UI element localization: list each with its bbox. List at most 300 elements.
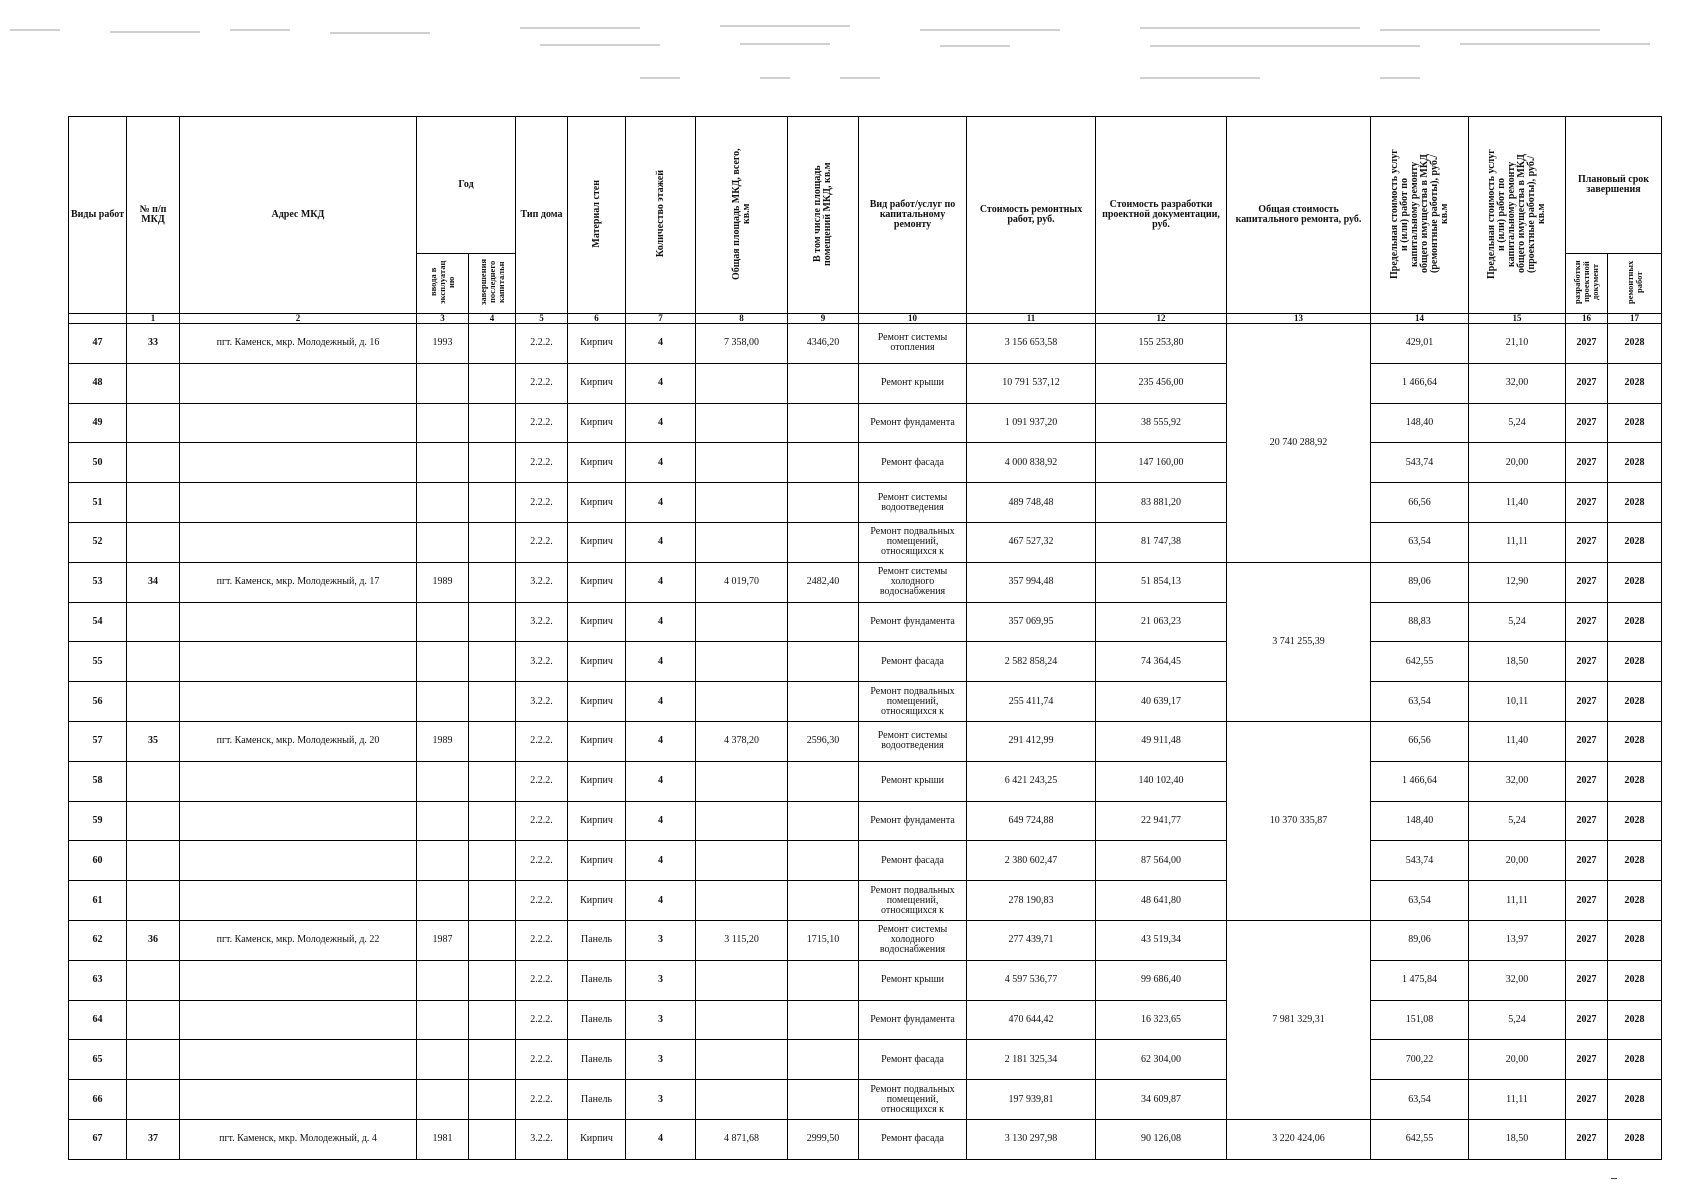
plan-works-year-cell: 2028 [1608, 801, 1662, 841]
wall-material-cell: Кирпич [568, 483, 626, 523]
table-row [69, 443, 1662, 483]
cost-design-cell: 38 555,92 [1096, 403, 1227, 443]
address-cell [180, 443, 417, 483]
mkd-number-cell [127, 960, 180, 1000]
area-premises-cell: 2482,40 [788, 562, 859, 602]
address-cell [180, 363, 417, 403]
wall-material-cell: Кирпич [568, 761, 626, 801]
limit-design-cell: 18,50 [1469, 1119, 1566, 1159]
year-commission-cell [417, 841, 469, 881]
column-number: 11 [967, 314, 1096, 324]
vid-rabot-cell: 59 [69, 801, 127, 841]
area-premises-cell: 4346,20 [788, 324, 859, 364]
area-total-cell [696, 403, 788, 443]
year-commission-cell [417, 363, 469, 403]
area-total-cell [696, 1080, 788, 1120]
cost-works-cell: 1 091 937,20 [967, 403, 1096, 443]
area-premises-cell [788, 443, 859, 483]
col-header-limit-design: Предельная стоимость услуг и (или) работ по капитальному ремонту общего имущества в МКД (проектные работы), руб./кв.м [1469, 117, 1566, 314]
plan-design-year-cell: 2027 [1566, 483, 1608, 523]
vid-rabot-cell: 66 [69, 1080, 127, 1120]
address-cell [180, 761, 417, 801]
table-row [69, 1119, 1662, 1159]
limit-design-cell: 32,00 [1469, 363, 1566, 403]
year-commission-cell [417, 443, 469, 483]
plan-design-year-cell: 2027 [1566, 920, 1608, 960]
table-row [69, 1080, 1662, 1120]
work-type-cell: Ремонт подвальных помещений, относящихся к [859, 522, 967, 562]
cost-works-cell: 197 939,81 [967, 1080, 1096, 1120]
plan-design-year-cell: 2027 [1566, 324, 1608, 364]
floors-cell: 4 [626, 363, 696, 403]
wall-material-cell: Панель [568, 920, 626, 960]
wall-material-cell: Кирпич [568, 1119, 626, 1159]
total-cost-cell: 7 981 329,31 [1227, 920, 1371, 1119]
area-total-cell [696, 1040, 788, 1080]
limit-design-cell: 20,00 [1469, 1040, 1566, 1080]
limit-works-cell: 642,55 [1371, 642, 1469, 682]
area-total-cell [696, 761, 788, 801]
mkd-number-cell [127, 682, 180, 722]
cost-design-cell: 40 639,17 [1096, 682, 1227, 722]
limit-works-cell: 66,56 [1371, 721, 1469, 761]
column-number: 7 [626, 314, 696, 324]
table-row [69, 483, 1662, 523]
vid-rabot-cell: 63 [69, 960, 127, 1000]
cost-works-cell: 649 724,88 [967, 801, 1096, 841]
area-premises-cell [788, 522, 859, 562]
address-cell [180, 522, 417, 562]
cost-design-cell: 74 364,45 [1096, 642, 1227, 682]
floors-cell: 4 [626, 721, 696, 761]
vid-rabot-cell: 57 [69, 721, 127, 761]
col-header-address: Адрес МКД [180, 117, 417, 314]
plan-works-year-cell: 2028 [1608, 920, 1662, 960]
work-type-cell: Ремонт фундамента [859, 602, 967, 642]
mkd-number-cell [127, 602, 180, 642]
year-commission-cell [417, 403, 469, 443]
mkd-number-cell [127, 522, 180, 562]
address-cell [180, 1080, 417, 1120]
area-total-cell [696, 642, 788, 682]
year-last-repair-cell [469, 443, 516, 483]
work-type-cell: Ремонт фасада [859, 841, 967, 881]
area-total-cell [696, 483, 788, 523]
limit-works-cell: 89,06 [1371, 920, 1469, 960]
year-commission-cell: 1981 [417, 1119, 469, 1159]
table-row [69, 602, 1662, 642]
vid-rabot-cell: 48 [69, 363, 127, 403]
limit-works-cell: 700,22 [1371, 1040, 1469, 1080]
plan-works-year-cell: 2028 [1608, 682, 1662, 722]
area-total-cell: 3 115,20 [696, 920, 788, 960]
year-last-repair-cell [469, 1000, 516, 1040]
mkd-number-cell [127, 881, 180, 921]
column-number: 3 [417, 314, 469, 324]
mkd-number-cell [127, 642, 180, 682]
area-total-cell [696, 522, 788, 562]
table-row [69, 761, 1662, 801]
work-type-cell: Ремонт фасада [859, 1119, 967, 1159]
house-type-cell: 3.2.2. [516, 1119, 568, 1159]
year-commission-cell: 1993 [417, 324, 469, 364]
plan-design-year-cell: 2027 [1566, 960, 1608, 1000]
wall-material-cell: Панель [568, 1080, 626, 1120]
column-number-row [69, 314, 1662, 324]
cost-works-cell: 489 748,48 [967, 483, 1096, 523]
floors-cell: 4 [626, 761, 696, 801]
cost-design-cell: 83 881,20 [1096, 483, 1227, 523]
vid-rabot-cell: 47 [69, 324, 127, 364]
vid-rabot-cell: 64 [69, 1000, 127, 1040]
work-type-cell: Ремонт системы отопления [859, 324, 967, 364]
area-premises-cell [788, 1080, 859, 1120]
table-row [69, 1000, 1662, 1040]
work-type-cell: Ремонт крыши [859, 363, 967, 403]
floors-cell: 4 [626, 483, 696, 523]
limit-works-cell: 148,40 [1371, 403, 1469, 443]
area-total-cell [696, 841, 788, 881]
area-premises-cell [788, 403, 859, 443]
plan-works-year-cell: 2028 [1608, 562, 1662, 602]
col-header-house-type: Тип дома [516, 117, 568, 314]
table-row [69, 682, 1662, 722]
wall-material-cell: Кирпич [568, 602, 626, 642]
house-type-cell: 2.2.2. [516, 761, 568, 801]
year-commission-cell [417, 682, 469, 722]
capital-repair-register-table [68, 116, 1662, 1160]
area-premises-cell: 2596,30 [788, 721, 859, 761]
cost-design-cell: 235 456,00 [1096, 363, 1227, 403]
mkd-number-cell: 37 [127, 1119, 180, 1159]
address-cell [180, 483, 417, 523]
limit-works-cell: 642,55 [1371, 1119, 1469, 1159]
mkd-number-cell [127, 483, 180, 523]
year-commission-cell [417, 642, 469, 682]
work-type-cell: Ремонт фундамента [859, 403, 967, 443]
area-total-cell: 7 358,00 [696, 324, 788, 364]
area-total-cell [696, 682, 788, 722]
area-premises-cell [788, 801, 859, 841]
limit-works-cell: 63,54 [1371, 522, 1469, 562]
house-type-cell: 2.2.2. [516, 1000, 568, 1040]
limit-design-cell: 10,11 [1469, 682, 1566, 722]
year-commission-cell [417, 761, 469, 801]
house-type-cell: 2.2.2. [516, 443, 568, 483]
wall-material-cell: Кирпич [568, 721, 626, 761]
vid-rabot-cell: 50 [69, 443, 127, 483]
house-type-cell: 2.2.2. [516, 801, 568, 841]
wall-material-cell: Кирпич [568, 522, 626, 562]
limit-works-cell: 151,08 [1371, 1000, 1469, 1040]
limit-works-cell: 543,74 [1371, 443, 1469, 483]
house-type-cell: 2.2.2. [516, 960, 568, 1000]
column-number: 15 [1469, 314, 1566, 324]
year-last-repair-cell [469, 721, 516, 761]
column-number: 4 [469, 314, 516, 324]
plan-works-year-cell: 2028 [1608, 841, 1662, 881]
floors-cell: 3 [626, 1080, 696, 1120]
year-last-repair-cell [469, 642, 516, 682]
floors-cell: 4 [626, 403, 696, 443]
wall-material-cell: Кирпич [568, 562, 626, 602]
area-total-cell [696, 881, 788, 921]
limit-works-cell: 63,54 [1371, 1080, 1469, 1120]
plan-works-year-cell: 2028 [1608, 403, 1662, 443]
limit-works-cell: 63,54 [1371, 682, 1469, 722]
address-cell: пгт. Каменск, мкр. Молодежный, д. 20 [180, 721, 417, 761]
cost-works-cell: 2 582 858,24 [967, 642, 1096, 682]
floors-cell: 3 [626, 920, 696, 960]
vid-rabot-cell: 51 [69, 483, 127, 523]
limit-works-cell: 148,40 [1371, 801, 1469, 841]
work-type-cell: Ремонт системы холодного водоснабжения [859, 920, 967, 960]
limit-works-cell: 1 475,84 [1371, 960, 1469, 1000]
limit-design-cell: 5,24 [1469, 602, 1566, 642]
area-total-cell [696, 602, 788, 642]
address-cell [180, 841, 417, 881]
year-commission-cell [417, 960, 469, 1000]
work-type-cell: Ремонт крыши [859, 960, 967, 1000]
plan-works-year-cell: 2028 [1608, 881, 1662, 921]
column-number: 17 [1608, 314, 1662, 324]
mkd-number-cell [127, 363, 180, 403]
column-number: 8 [696, 314, 788, 324]
plan-works-year-cell: 2028 [1608, 1119, 1662, 1159]
plan-works-year-cell: 2028 [1608, 602, 1662, 642]
column-number: 6 [568, 314, 626, 324]
table-row [69, 363, 1662, 403]
limit-works-cell: 66,56 [1371, 483, 1469, 523]
limit-works-cell: 1 466,64 [1371, 363, 1469, 403]
address-cell [180, 642, 417, 682]
area-total-cell [696, 1000, 788, 1040]
cost-design-cell: 62 304,00 [1096, 1040, 1227, 1080]
work-type-cell: Ремонт подвальных помещений, относящихся к [859, 881, 967, 921]
area-total-cell [696, 960, 788, 1000]
column-number: 5 [516, 314, 568, 324]
year-commission-cell: 1989 [417, 562, 469, 602]
year-commission-cell [417, 801, 469, 841]
floors-cell: 4 [626, 324, 696, 364]
col-header-limit-works: Предельная стоимость услуг и (или) работ по капитальному ремонту общего имущества в МКД (ремонтные работы), руб./кв.м [1371, 117, 1469, 314]
cost-design-cell: 81 747,38 [1096, 522, 1227, 562]
area-premises-cell [788, 960, 859, 1000]
wall-material-cell: Кирпич [568, 881, 626, 921]
limit-design-cell: 11,11 [1469, 881, 1566, 921]
limit-design-cell: 5,24 [1469, 801, 1566, 841]
limit-design-cell: 18,50 [1469, 642, 1566, 682]
vid-rabot-cell: 67 [69, 1119, 127, 1159]
house-type-cell: 2.2.2. [516, 920, 568, 960]
work-type-cell: Ремонт фасада [859, 443, 967, 483]
wall-material-cell: Кирпич [568, 324, 626, 364]
vid-rabot-cell: 49 [69, 403, 127, 443]
vid-rabot-cell: 60 [69, 841, 127, 881]
area-premises-cell [788, 881, 859, 921]
area-premises-cell [788, 363, 859, 403]
floors-cell: 4 [626, 801, 696, 841]
work-type-cell: Ремонт подвальных помещений, относящихся к [859, 1080, 967, 1120]
limit-design-cell: 11,11 [1469, 522, 1566, 562]
area-total-cell: 4 019,70 [696, 562, 788, 602]
cost-works-cell: 357 994,48 [967, 562, 1096, 602]
limit-works-cell: 1 466,64 [1371, 761, 1469, 801]
cost-works-cell: 291 412,99 [967, 721, 1096, 761]
cost-works-cell: 2 380 602,47 [967, 841, 1096, 881]
wall-material-cell: Кирпич [568, 682, 626, 722]
address-cell [180, 1000, 417, 1040]
mkd-number-cell [127, 801, 180, 841]
mkd-number-cell [127, 403, 180, 443]
cost-design-cell: 43 519,34 [1096, 920, 1227, 960]
table-row [69, 841, 1662, 881]
year-last-repair-cell [469, 761, 516, 801]
cost-design-cell: 147 160,00 [1096, 443, 1227, 483]
column-number: 2 [180, 314, 417, 324]
plan-works-year-cell: 2028 [1608, 642, 1662, 682]
limit-design-cell: 13,97 [1469, 920, 1566, 960]
cost-works-cell: 277 439,71 [967, 920, 1096, 960]
limit-design-cell: 20,00 [1469, 841, 1566, 881]
cost-works-cell: 2 181 325,34 [967, 1040, 1096, 1080]
mkd-number-cell: 36 [127, 920, 180, 960]
col-header-area-premises: В том числе площадь помещений МКД, кв.м [788, 117, 859, 314]
total-cost-cell: 3 220 424,06 [1227, 1119, 1371, 1159]
plan-design-year-cell: 2027 [1566, 682, 1608, 722]
address-cell [180, 960, 417, 1000]
limit-design-cell: 12,90 [1469, 562, 1566, 602]
plan-works-year-cell: 2028 [1608, 721, 1662, 761]
plan-design-year-cell: 2027 [1566, 1000, 1608, 1040]
floors-cell: 4 [626, 1119, 696, 1159]
plan-works-year-cell: 2028 [1608, 443, 1662, 483]
wall-material-cell: Кирпич [568, 642, 626, 682]
floors-cell: 4 [626, 881, 696, 921]
table-row [69, 324, 1662, 364]
house-type-cell: 2.2.2. [516, 483, 568, 523]
limit-design-cell: 11,40 [1469, 721, 1566, 761]
wall-material-cell: Кирпич [568, 403, 626, 443]
year-last-repair-cell [469, 522, 516, 562]
col-header-plan-works: ремонтных работ [1608, 254, 1662, 314]
floors-cell: 4 [626, 642, 696, 682]
limit-design-cell: 32,00 [1469, 761, 1566, 801]
plan-works-year-cell: 2028 [1608, 761, 1662, 801]
vid-rabot-cell: 53 [69, 562, 127, 602]
plan-design-year-cell: 2027 [1566, 1040, 1608, 1080]
limit-works-cell: 89,06 [1371, 562, 1469, 602]
cost-works-cell: 4 597 536,77 [967, 960, 1096, 1000]
wall-material-cell: Панель [568, 960, 626, 1000]
plan-design-year-cell: 2027 [1566, 1080, 1608, 1120]
table-row [69, 522, 1662, 562]
column-number: 13 [1227, 314, 1371, 324]
col-header-vid-rabot: Виды работ [69, 117, 127, 314]
area-premises-cell [788, 642, 859, 682]
col-header-year-commission: ввода в эксплуатац ию [417, 254, 469, 314]
scan-header-noise [0, 0, 1698, 100]
house-type-cell: 2.2.2. [516, 403, 568, 443]
area-total-cell: 4 871,68 [696, 1119, 788, 1159]
area-premises-cell [788, 1000, 859, 1040]
plan-design-year-cell: 2027 [1566, 721, 1608, 761]
area-premises-cell [788, 761, 859, 801]
cost-works-cell: 357 069,95 [967, 602, 1096, 642]
work-type-cell: Ремонт подвальных помещений, относящихся к [859, 682, 967, 722]
year-last-repair-cell [469, 682, 516, 722]
cost-works-cell: 467 527,32 [967, 522, 1096, 562]
year-commission-cell [417, 1040, 469, 1080]
table-row [69, 403, 1662, 443]
address-cell: пгт. Каменск, мкр. Молодежный, д. 16 [180, 324, 417, 364]
total-cost-cell: 3 741 255,39 [1227, 562, 1371, 721]
area-total-cell [696, 801, 788, 841]
col-header-cost-works: Стоимость ремонтных работ, руб. [967, 117, 1096, 314]
mkd-number-cell: 33 [127, 324, 180, 364]
limit-design-cell: 20,00 [1469, 443, 1566, 483]
vid-rabot-cell: 58 [69, 761, 127, 801]
floors-cell: 4 [626, 562, 696, 602]
total-cost-cell: 20 740 288,92 [1227, 324, 1371, 563]
floors-cell: 3 [626, 1000, 696, 1040]
house-type-cell: 2.2.2. [516, 363, 568, 403]
cost-design-cell: 140 102,40 [1096, 761, 1227, 801]
year-commission-cell [417, 483, 469, 523]
house-type-cell: 2.2.2. [516, 1080, 568, 1120]
col-header-plan-term: Плановый срок завершения [1566, 117, 1662, 254]
col-header-area-total: Общая площадь МКД, всего, кв.м [696, 117, 788, 314]
cost-works-cell: 3 156 653,58 [967, 324, 1096, 364]
mkd-number-cell [127, 1040, 180, 1080]
limit-design-cell: 11,11 [1469, 1080, 1566, 1120]
cost-works-cell: 470 644,42 [967, 1000, 1096, 1040]
floors-cell: 4 [626, 443, 696, 483]
cost-works-cell: 4 000 838,92 [967, 443, 1096, 483]
address-cell: пгт. Каменск, мкр. Молодежный, д. 22 [180, 920, 417, 960]
address-cell [180, 801, 417, 841]
plan-design-year-cell: 2027 [1566, 801, 1608, 841]
column-number [69, 314, 127, 324]
plan-works-year-cell: 2028 [1608, 522, 1662, 562]
floors-cell: 4 [626, 602, 696, 642]
year-last-repair-cell [469, 841, 516, 881]
address-cell [180, 1040, 417, 1080]
work-type-cell: Ремонт фундамента [859, 1000, 967, 1040]
cost-design-cell: 99 686,40 [1096, 960, 1227, 1000]
house-type-cell: 3.2.2. [516, 562, 568, 602]
address-cell [180, 682, 417, 722]
plan-design-year-cell: 2027 [1566, 841, 1608, 881]
cost-design-cell: 34 609,87 [1096, 1080, 1227, 1120]
year-last-repair-cell [469, 562, 516, 602]
wall-material-cell: Панель [568, 1040, 626, 1080]
area-premises-cell: 2999,50 [788, 1119, 859, 1159]
cost-works-cell: 10 791 537,12 [967, 363, 1096, 403]
address-cell: пгт. Каменск, мкр. Молодежный, д. 17 [180, 562, 417, 602]
year-last-repair-cell [469, 920, 516, 960]
address-cell [180, 602, 417, 642]
cost-design-cell: 90 126,08 [1096, 1119, 1227, 1159]
work-type-cell: Ремонт фундамента [859, 801, 967, 841]
vid-rabot-cell: 62 [69, 920, 127, 960]
plan-design-year-cell: 2027 [1566, 1119, 1608, 1159]
area-premises-cell [788, 841, 859, 881]
plan-works-year-cell: 2028 [1608, 324, 1662, 364]
limit-design-cell: 5,24 [1469, 403, 1566, 443]
wall-material-cell: Кирпич [568, 363, 626, 403]
plan-design-year-cell: 2027 [1566, 602, 1608, 642]
